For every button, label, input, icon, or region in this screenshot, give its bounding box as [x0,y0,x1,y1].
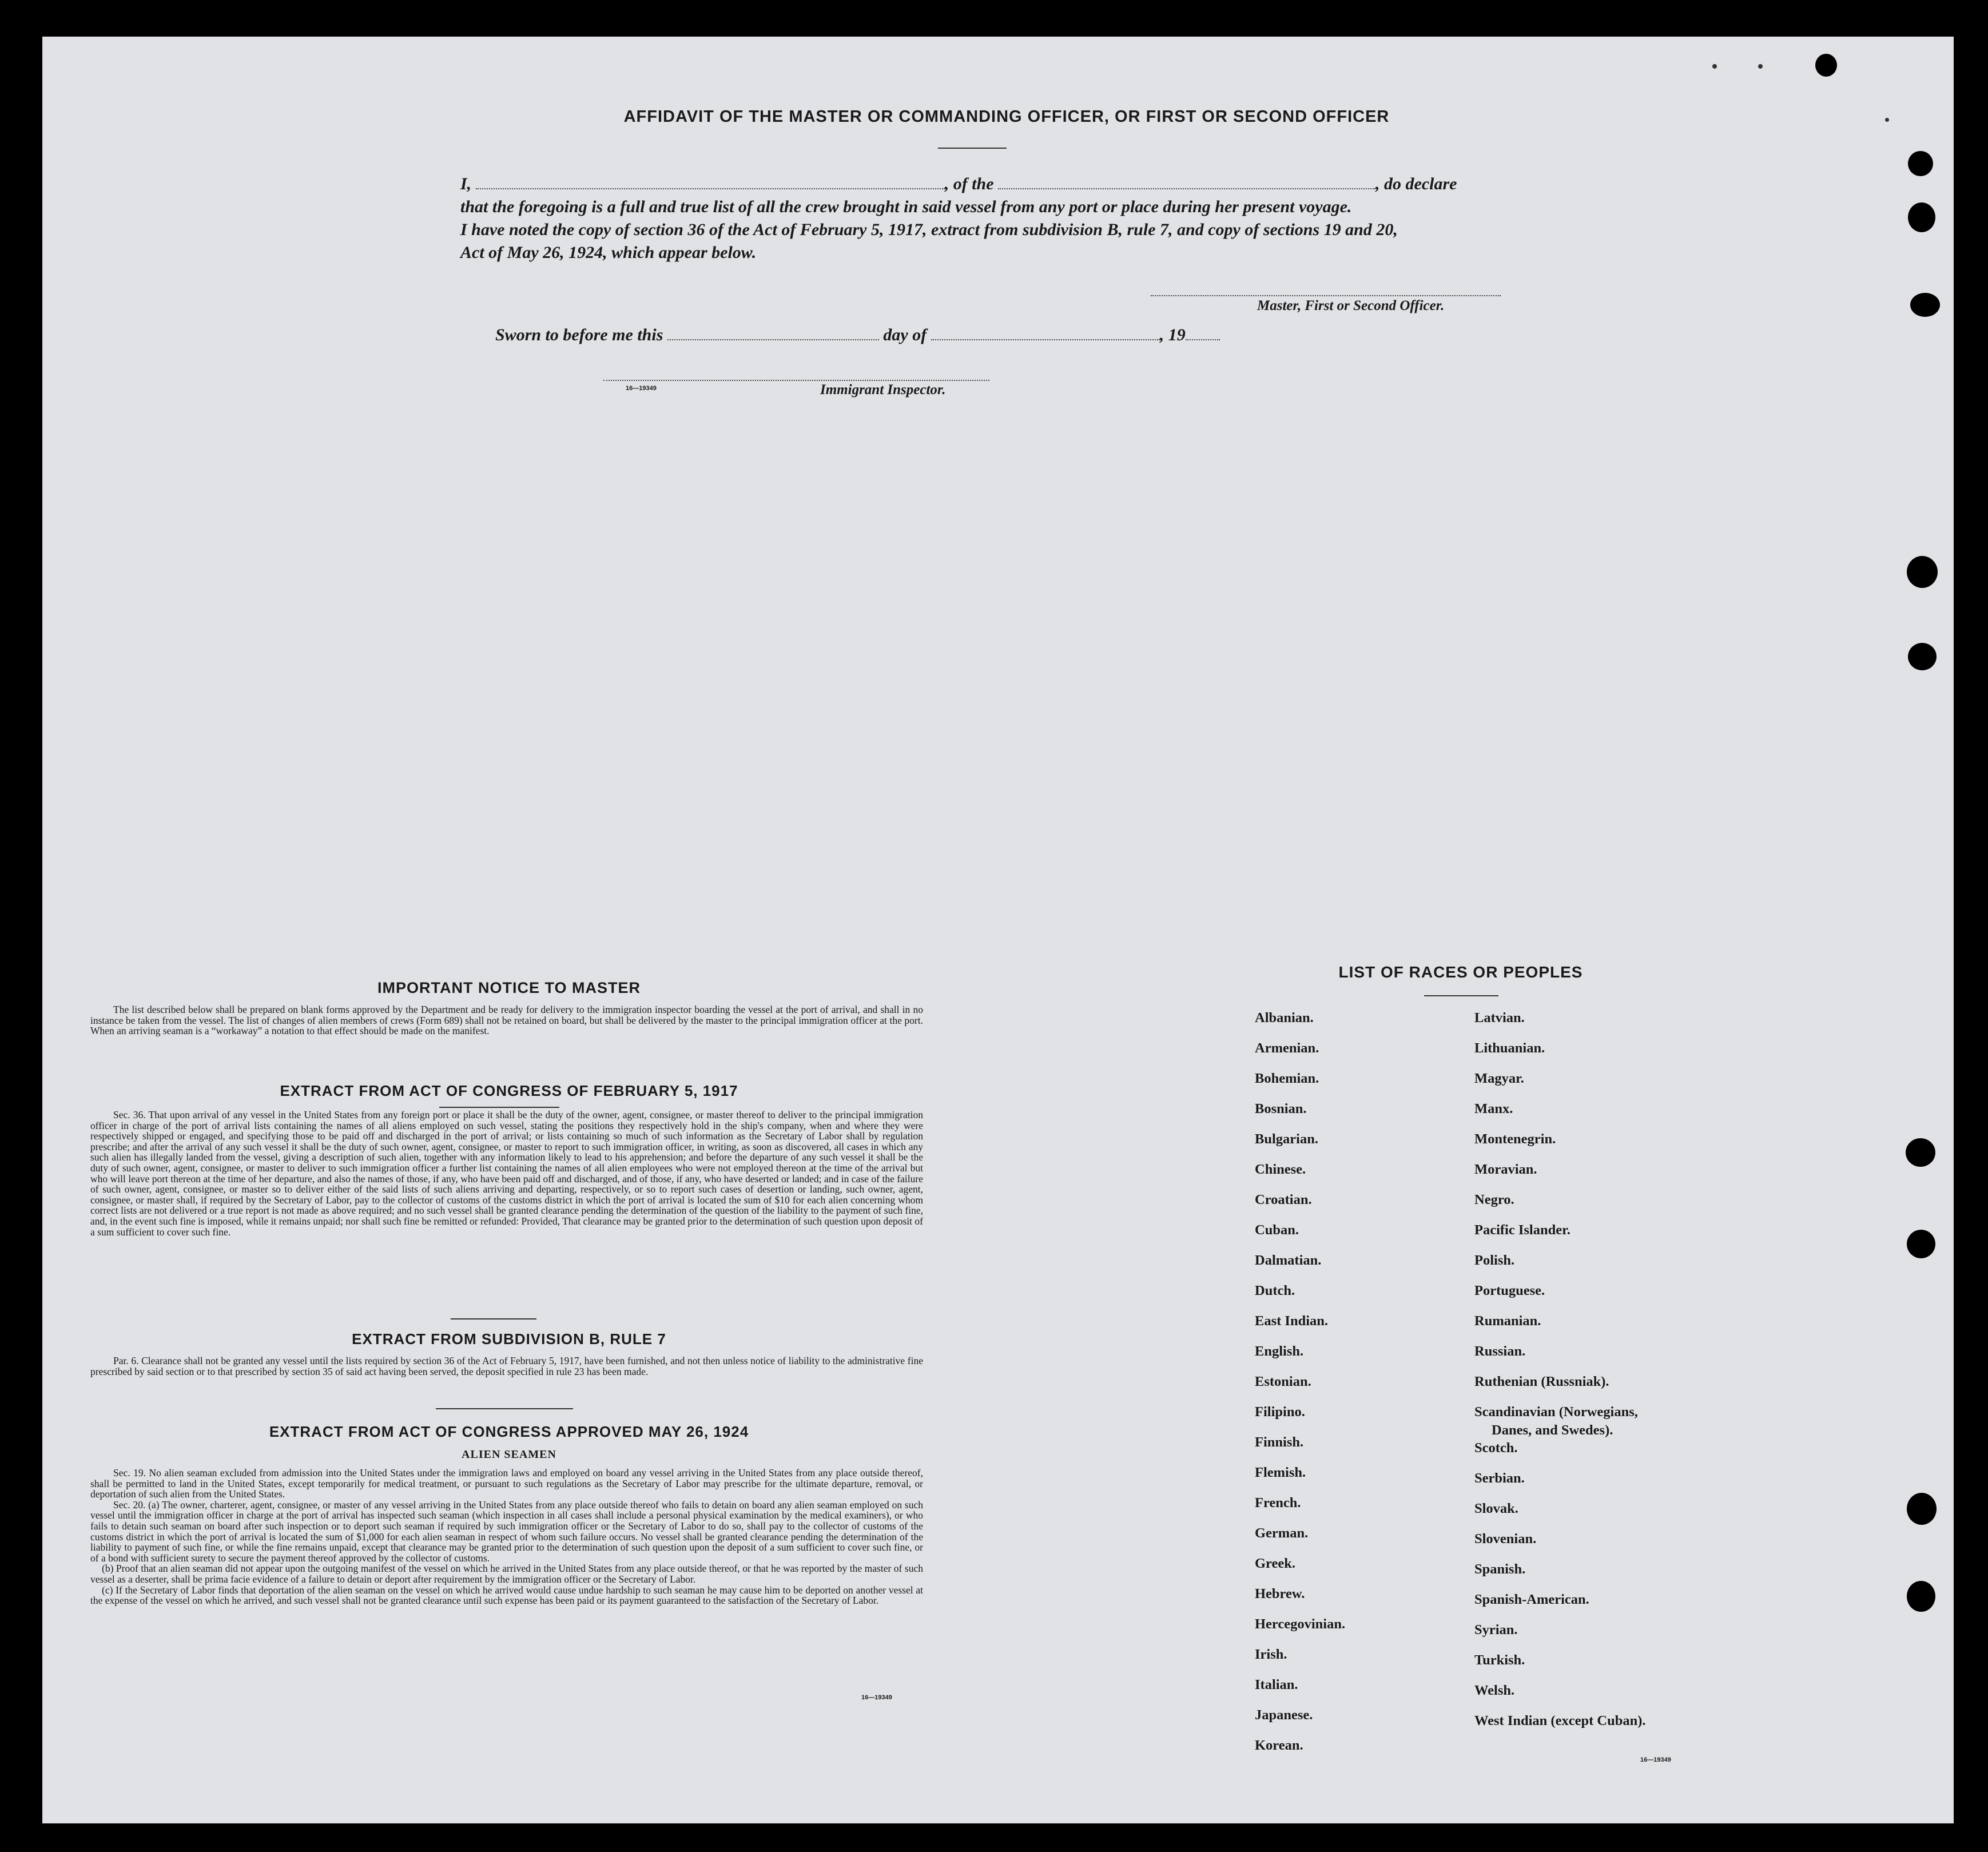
punch-hole [1908,202,1935,232]
race-item: Scandinavian (Norwegians, [1474,1404,1638,1420]
races-title: LIST OF RACES OR PEOPLES [1338,963,1583,981]
race-item: Moravian. [1474,1162,1537,1177]
punch-hole [1815,54,1837,77]
form-number-bottom-left: 16—19349 [861,1694,892,1701]
section-20a-paragraph: Sec. 20. (a) The owner, charterer, agent, consignee, or master of any vessel arriving in the United States from any place outside thereof who fails to detain on board any alien seaman employed on such vessel until the immigration officer in charge at the port of arrival has inspected such seaman (which inspection in all cases shall include a personal physical examination by the medical examiners), or who fails to detain such seaman on board after such inspection or to deport such seaman if required by such immigration officer or the Secretary of Labor to do so, shall pay to the collector of customs of the customs district in which the port of arrival is located the sum of $1,000 for each alien seaman in respect of whom such failure occurs. No vessel shall be granted clearance pending the determination of the liability to payment of such fine, or while the fine remains unpaid, except that clearance may be granted prior to the determination of such question upon the deposit of a sum sufficient to cover such fine, or of a bond with sufficient surety to secure the payment thereof approved by the collector of customs. [90,1499,923,1564]
race-item: Hebrew. [1255,1586,1305,1601]
race-item: Spanish. [1474,1561,1526,1577]
rule-7-paragraph: Par. 6. Clearance shall not be granted any vessel until the lists required by section 36 of the Act of February 5, 1917, have been furnished, and not then unless notice of liability to the administrative fine prescribed by said section or to that prescribed by section 35 of said act having been served, the deposit specified in rule 23 has been made. [90,1355,923,1377]
race-item: Negro. [1474,1192,1514,1207]
declaration-line-2: that the foregoing is a full and true list of all the crew brought in said vessel from any port or place during her present voyage. [460,197,1352,216]
sworn-year: , 19 [1159,325,1186,344]
speck [1885,118,1889,122]
race-item: Greek. [1255,1556,1295,1571]
race-item: Filipino. [1255,1404,1305,1420]
section-36-paragraph: Sec. 36. That upon arrival of any vessel in the United States from any foreign port or place it shall be the duty of the owner, agent, consignee, or master thereof to deliver to the principal immigration officer in charge of the port of arrival lists containing the names of all aliens employed on such vessel, stating the positions they respectively hold in the ship's company, when and where they were respectively shipped or engaged, and specifying those to be paid off and discharged in the port of arrival; or lists containing so much of such information as the Secretary of Labor shall by regulation prescribe; and after the arrival of any such vessel it shall be the duty of such owner, agent, consignee, or master to report to such immigration officer, in writing, as soon as discovered, all cases in which any such alien has illegally landed from the vessel, giving a description of such alien, together with any information likely to lead to his apprehension; and before the departure of any such vessel it shall be the duty of such owner, agent, consignee, or master to deliver to such immigration officer a further list containing the names of all alien employees who were not employed thereon at the time of the arrival but who will leave port thereon at the time of her departure, and also the names of those, if any, who have been paid off and discharged, and of those, if any, who have deserted or landed; and in case of the failure of such owner, agent, consignee, or master so to deliver either of the said lists of such aliens arriving and departing, respectively, or so to report such cases of desertion or landing, such owner, agent, consignee, or master shall, if required by the Secretary of Labor, pay to the collector of customs of the customs district in which the port of arrival is located the sum of $10 for each alien concerning whom correct lists are not delivered or a true report is not made as above required; and no such vessel shall be granted clearance pending the determination of the question of the liability to the payment of such fine, and, in the event such fine is imposed, while it remains unpaid; nor shall such fine be remitted or refunded: Provided, That clearance may be granted prior to the determination of such question upon deposit of a sum sufficient to cover such fine. [90,1109,923,1238]
race-item: Latvian. [1474,1010,1525,1026]
race-item: Ruthenian (Russniak). [1474,1374,1609,1389]
race-item: Armenian. [1255,1040,1319,1056]
race-item: Estonian. [1255,1374,1311,1389]
race-item: Dalmatian. [1255,1253,1322,1268]
race-item: Danes, and Swedes). [1492,1422,1613,1438]
alien-seamen-subtitle: ALIEN SEAMEN [462,1448,556,1461]
race-item: Flemish. [1255,1465,1306,1480]
race-item: German. [1255,1525,1309,1541]
race-item: English. [1255,1344,1304,1359]
declaration-line-3: I have noted the copy of section 36 of the Act of February 5, 1917, extract from subdivision B, rule 7, and copy of sections 19 and 20, [460,220,1398,239]
punch-hole [1907,1230,1935,1258]
race-item: Dutch. [1255,1283,1295,1298]
race-item: Bulgarian. [1255,1131,1318,1147]
inspector-label: Immigrant Inspector. [820,382,946,398]
race-item: Finnish. [1255,1434,1304,1450]
speck [1758,64,1763,69]
race-item: Italian. [1255,1677,1298,1692]
speck [1712,64,1717,69]
affidavit-title: AFFIDAVIT OF THE MASTER OR COMMANDING OFFICER, OR FIRST OR SECOND OFFICER [623,108,1390,126]
punch-hole [1908,151,1933,176]
race-item: Slovenian. [1474,1531,1537,1547]
race-item: Irish. [1255,1647,1287,1662]
race-item: Cuban. [1255,1222,1299,1238]
race-item: East Indian. [1255,1313,1329,1329]
race-item: Lithuanian. [1474,1040,1545,1056]
section-20b-paragraph: (b) Proof that an alien seaman did not appear upon the outgoing manifest of the vessel on which he arrived in the United States from any place outside thereof, or that he was reported by the master of such vessel as a deserter, shall be prima facie evidence of a failure to detain or deport after requirement by the immigration officer or the Secretary of Labor. [90,1563,923,1585]
notice-paragraph: The list described below shall be prepared on blank forms approved by the Department and be ready for delivery to the immigration inspector boarding the vessel at the port of arrival, and shall in no instance be taken from the vessel. The list of changes of alien members of crews (Form 689) shall not be retained on board, but shall be delivered by the master to the principal immigration officer at the port. When an arriving seaman is a “workaway” a notation to that effect should be made on the manifest. [90,1004,923,1037]
extract-1917-title: EXTRACT FROM ACT OF CONGRESS OF FEBRUARY 5, 1917 [280,1082,738,1099]
race-item: Slovak. [1474,1501,1518,1516]
race-item: Pacific Islander. [1474,1222,1570,1238]
declaration-line-4: Act of May 26, 1924, which appear below. [460,243,757,262]
race-item: Bohemian. [1255,1071,1319,1086]
declaration-i: I, [460,174,472,193]
punch-hole [1906,1138,1935,1167]
form-number-top: 16—19349 [626,385,657,392]
punch-hole [1907,556,1938,588]
race-item: Scotch. [1474,1440,1518,1456]
declaration-of: , of the [944,174,994,193]
race-item: West Indian (except Cuban). [1474,1713,1646,1728]
extract-1924-title: EXTRACT FROM ACT OF CONGRESS APPROVED MAY 26, 1924 [269,1423,749,1440]
race-item: Polish. [1474,1253,1515,1268]
race-item: Hercegovinian. [1255,1616,1346,1632]
race-item: Magyar. [1474,1071,1524,1086]
race-item: Chinese. [1255,1162,1306,1177]
punch-hole [1907,1581,1935,1612]
declaration-declare: , do declare [1375,174,1457,193]
punch-hole [1907,1493,1937,1525]
notice-title: IMPORTANT NOTICE TO MASTER [377,979,641,996]
race-item: Rumanian. [1474,1313,1541,1329]
race-item: Manx. [1474,1101,1513,1116]
race-item: Japanese. [1255,1707,1313,1723]
form-number-bottom-right: 16—19349 [1640,1756,1671,1763]
sworn-prefix: Sworn to before me this [495,325,663,344]
race-item: Portuguese. [1474,1283,1545,1298]
punch-hole [1908,643,1937,670]
race-item: Russian. [1474,1344,1526,1359]
punch-hole [1910,293,1940,317]
race-item: Montenegrin. [1474,1131,1556,1147]
race-item: Turkish. [1474,1652,1525,1668]
race-item: Korean. [1255,1738,1303,1753]
sworn-day: day of [883,325,927,344]
rule-7-title: EXTRACT FROM SUBDIVISION B, RULE 7 [352,1330,666,1348]
race-item: Albanian. [1255,1010,1314,1026]
race-item: Bosnian. [1255,1101,1307,1116]
race-item: Syrian. [1474,1622,1518,1638]
signature-label: Master, First or Second Officer. [1257,298,1445,313]
race-item: French. [1255,1495,1301,1511]
race-item: Serbian. [1474,1471,1525,1486]
section-19-paragraph: Sec. 19. No alien seaman excluded from admission into the United States under the immigration laws and employed on board any vessel arriving in the United States from any place outside thereof, shall be permitted to land in the United States, except temporarily for medical treatment, or pursuant to such regulations as the Secretary of Labor may prescribe for the ultimate departure, removal, or deportation of such alien from the United States. [90,1467,923,1500]
race-item: Croatian. [1255,1192,1312,1207]
section-20c-paragraph: (c) If the Secretary of Labor finds that deportation of the alien seaman on the vessel on which he arrived would cause undue hardship to such seaman he may cause him to be deported on another vessel at the expense of the vessel on which he arrived, and such vessel shall not be granted clearance until such expense has been paid or its payment guaranteed to the satisfaction of the Secretary of Labor. [90,1584,923,1607]
race-item: Welsh. [1474,1683,1515,1698]
race-item: Spanish-American. [1474,1592,1589,1607]
